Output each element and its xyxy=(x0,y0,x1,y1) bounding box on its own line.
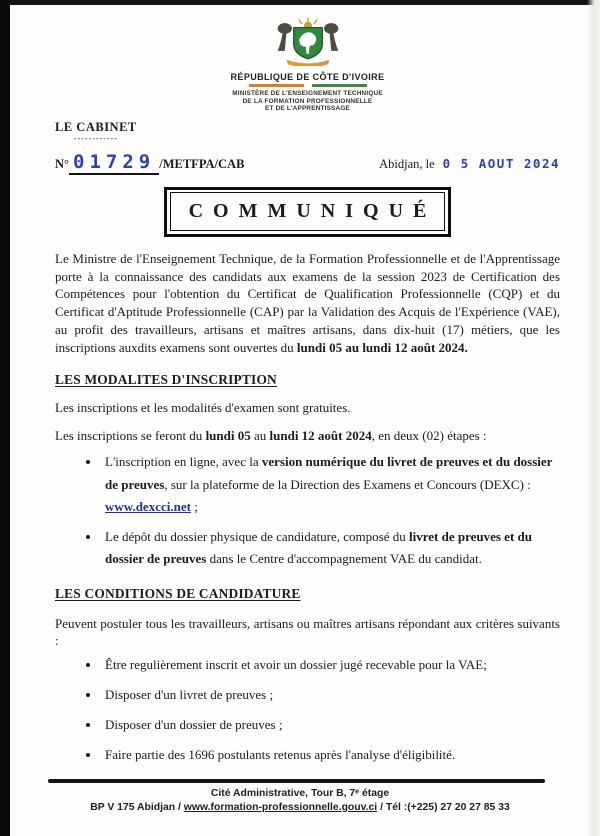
footer-rule xyxy=(48,779,545,783)
footer-address-line1: Cité Administrative, Tour B, 7ᵉ étage xyxy=(210,788,390,799)
ministry-line-2: DE LA FORMATION PROFESSIONNELLE xyxy=(242,97,373,105)
modalites-paragraph-2: Les inscriptions se feront du lundi 05 au lundi 12 août 2024, en deux (02) étapes : xyxy=(55,428,487,444)
list-item: • Disposer d'un dossier de preuves ; xyxy=(101,716,560,734)
ministry-name xyxy=(55,90,560,113)
document-title: COMMUNIQUÉ xyxy=(170,192,446,231)
scan-right-edge xyxy=(587,0,600,836)
list-item: • Être regulièrement inscrit et avoir un dossier jugé recevable pour la VAE; xyxy=(101,656,560,674)
list-item xyxy=(101,451,560,519)
reference-prefix: N° xyxy=(55,156,70,171)
cabinet-block xyxy=(55,120,137,142)
city-label: Abidjan, le xyxy=(379,156,435,171)
coat-of-arms-icon xyxy=(55,16,560,71)
section-heading-modalites: LES MODALITES D'INSCRIPTION xyxy=(55,371,277,387)
reference-suffix: /METFPA/CAB xyxy=(159,156,245,171)
modalites-paragraph-1: Les inscriptions et les modalités d'examen sont gratuites. xyxy=(55,399,351,415)
stamped-number: 01729 xyxy=(69,153,159,175)
footer xyxy=(0,779,600,814)
ministry-line-3: ET DE L'APPRENTISSAGE xyxy=(265,105,350,113)
footer-address-suffix: / Tél :(+225) 27 20 27 85 33 xyxy=(377,801,510,813)
modalites-bullet-list xyxy=(55,451,560,571)
bullet1-text: L'inscription en ligne, avec la version numérique du livret de preuves et du dossier de preuves, sur la plateforme de la Direction des Examens et Concours (DEXC) : xyxy=(105,454,553,492)
dexc-platform-link[interactable]: www.dexcci.net xyxy=(105,499,191,515)
footer-address-prefix: BP V 175 Abidjan / xyxy=(90,801,184,813)
flag-divider xyxy=(249,84,367,87)
republic-title: RÉPUBLIQUE DE CÔTE D'IVOIRE xyxy=(230,72,385,82)
stamped-date: 0 5 AOUT 2024 xyxy=(442,155,560,171)
conditions-bullet-list xyxy=(55,656,560,764)
bullet1-suffix: ; xyxy=(190,499,198,515)
list-item: • Le dépôt du dossier physique de candidature, composé du livret de preuves et du dossier de preuves dans le Centre d'accompagnement VAE du candidat. xyxy=(101,526,560,571)
ministry-line-1: MINISTÈRE DE L'ENSEIGNEMENT TECHNIQUE xyxy=(232,90,383,97)
flag-green-segment xyxy=(312,84,367,87)
cabinet-dashes: ------------ xyxy=(73,133,118,143)
footer-address-line2 xyxy=(0,801,600,815)
ministry-website-link[interactable]: www.formation-professionnelle.gouv.ci xyxy=(183,801,378,813)
title-block xyxy=(55,187,560,237)
reference-row xyxy=(55,150,560,175)
date-line xyxy=(379,156,560,172)
intro-paragraph: Le Ministre de l'Enseignement Technique, de la Formation Professionnelle et de l'Apprentissage porte à la connaissance des candidats aux examens de la session 2023 de Certification des Compétences pour l'obtention du Certificat de Qualification Professionnelle (CQP) et du Certificat d'Aptitude Professionnelle (CAP) par la Validation des Acquis de l'Expérience (VAE), au profit des travailleurs, artisans et maîtres artisans, dans dix-huit (17) métiers, que les inscriptions auxdits examens sont ouvertes du lundi 05 au lundi 12 août 2024. xyxy=(55,250,560,355)
cabinet-label: LE CABINET xyxy=(55,119,137,134)
scan-top-edge xyxy=(0,0,600,5)
scan-left-edge xyxy=(0,0,10,836)
title-box xyxy=(164,187,451,237)
flag-orange-segment xyxy=(249,84,304,87)
section-heading-conditions: LES CONDITIONS DE CANDIDATURE xyxy=(55,585,301,601)
list-item: • Disposer d'un livret de preuves ; xyxy=(101,686,560,704)
conditions-intro: Peuvent postuler tous les travailleurs, artisans ou maîtres artisans répondant aux critères suivants : xyxy=(55,615,560,649)
list-item: • Faire partie des 1696 postulants retenus après l'analyse d'éligibilité. xyxy=(101,746,560,764)
reference-number xyxy=(55,150,245,175)
